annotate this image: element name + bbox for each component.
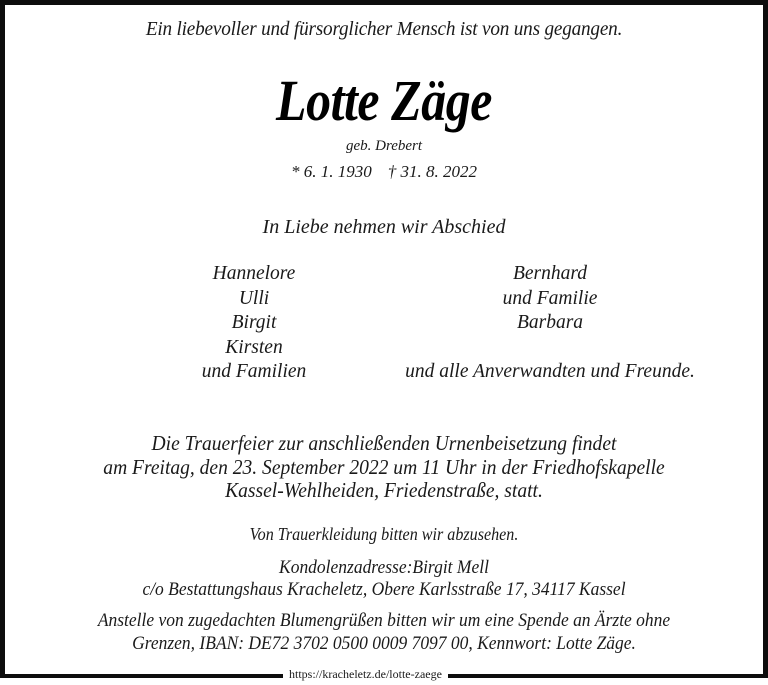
- footer-line-left: [0, 674, 283, 678]
- condolence-line: Kondolenzadresse:Birgit Mell: [279, 557, 489, 578]
- maiden-name: geb. Drebert: [345, 138, 423, 154]
- donation-line: Grenzen, IBAN: DE72 3702 0500 0009 7097 00, Kennwort: Lotte Zäge.: [132, 632, 636, 654]
- donation-request: [31, 610, 738, 655]
- farewell-line: In Liebe nehmen wir Abschied: [262, 216, 506, 238]
- donation-line: Anstelle von zugedachten Blumengrüßen bitten wir um eine Spende an Ärzte ohne: [97, 610, 671, 631]
- mourner-name: Birgit: [231, 312, 277, 333]
- footer-rule: [0, 667, 768, 681]
- life-dates: [0, 162, 768, 182]
- mourner-name: und Familien: [201, 361, 307, 382]
- mourner-name: Ulli: [238, 287, 270, 309]
- source-url-link[interactable]: https://kracheletz.de/lotte-zaege: [283, 667, 448, 681]
- mourners-left-column: [180, 262, 328, 385]
- spacer: [380, 336, 720, 361]
- ceremony-line: Die Trauerfeier zur anschließenden Urnenbeisetzung findet: [151, 431, 617, 455]
- mourner-name: Hannelore: [212, 263, 296, 284]
- condolence-address: [31, 557, 738, 601]
- mourner-name: Kirsten: [225, 336, 283, 358]
- mourner-name: und alle Anverwandten und Freunde.: [405, 361, 695, 382]
- condolence-line: c/o Bestattungshaus Kracheletz, Obere Karlsstraße 17, 34117 Kassel: [142, 579, 626, 600]
- mourners-right-column: [380, 262, 720, 385]
- dresscode-note: Von Trauerkleidung bitten wir abzusehen.: [249, 524, 519, 544]
- mourner-name: Barbara: [516, 312, 584, 333]
- deceased-name: Lotte Zäge: [276, 68, 492, 133]
- ceremony-info: [27, 432, 741, 503]
- death-date: † 31. 8. 2022: [387, 162, 477, 181]
- ceremony-line: am Freitag, den 23. September 2022 um 11 Uhr in der Friedhofskapelle: [103, 454, 665, 479]
- mourner-name: und Familie: [502, 287, 598, 309]
- footer-line-right: [448, 674, 768, 678]
- intro-line: Ein liebevoller und fürsorglicher Mensch ist von uns gegangen.: [145, 18, 623, 40]
- ceremony-line: Kassel-Wehlheiden, Friedenstraße, statt.: [225, 478, 543, 502]
- birth-date: * 6. 1. 1930: [291, 162, 372, 181]
- mourner-name: Bernhard: [512, 263, 588, 284]
